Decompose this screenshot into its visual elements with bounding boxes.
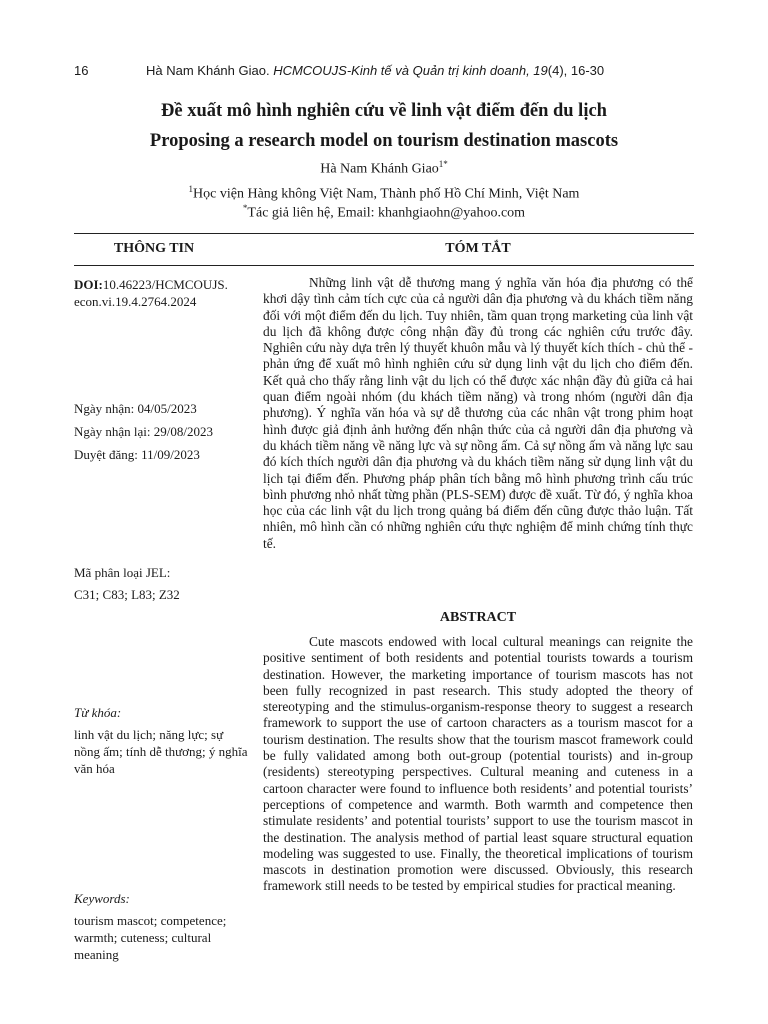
author-marker: 1*: [438, 159, 448, 169]
affiliation-text: Học viện Hàng không Việt Nam, Thành phố Hồ Chí Minh, Việt Nam: [193, 186, 580, 202]
date-revised: Ngày nhận lại: 29/08/2023: [74, 424, 214, 439]
abstract-heading: ABSTRACT: [439, 610, 517, 625]
abstract-english: Cute mascots endowed with local cultural meanings can reignite the positive sentiment of both residents and potential tourists towards a tourism destination. However, the marketing importance of tourism mascots has not been fully recognized in past research. This study adopted the theory of stereotyping and the stimulus-organism-response theory to suggest a research framework to support the use of cartoon characters as a tourism mascot for a tourism destination. The results show that the tourism mascot framework could be fully validated among both out-group (potential tourists) and in-group (residents) stereotyping perspectives. Cultural meaning and cuteness in a cartoon character were found to influence both residents’ and potential tourists’ perceptions of competence and warmth. Both warmth and competence then stimulate residents’ and potential tourists’ support to use the tourism mascot in the destination. The analysis method of partial least square structural equation modeling was suggested to use. Finally, the theoretical implications of tourism mascots in destination promotion were discussed. Obviously, this research framework still needs to be tested by empirical studies for practical meaning.: [263, 634, 693, 894]
date-received: Ngày nhận: 04/05/2023: [74, 401, 197, 416]
citation-journal: HCMCOUJS-Kinh tế và Quản trị kinh doanh, 19: [273, 63, 548, 78]
author: [0, 159, 768, 178]
page-number: 16: [74, 63, 89, 78]
keywords-vi-label: Từ khóa:: [74, 705, 122, 720]
title-vietnamese: Đề xuất mô hình nghiên cứu về linh vật điểm đến du lịch: [161, 101, 607, 121]
keywords-en: tourism mascot; competence; warmth; cuteness; cultural meaning: [74, 913, 227, 962]
keywords-vi: linh vật du lịch; năng lực; sự nồng ấm; tính dễ thương; ý nghĩa văn hóa: [74, 727, 248, 776]
doi-line-2: econ.vi.19.4.2764.2024: [74, 294, 197, 309]
abstract-column-heading: TÓM TẮT: [445, 241, 511, 256]
contact-marker: *: [242, 203, 248, 213]
citation: [146, 63, 604, 78]
affiliation: [0, 184, 768, 203]
corresponding-author: [0, 203, 768, 222]
heading-rule: [74, 265, 694, 266]
title-english: Proposing a research model on tourism destination mascots: [149, 131, 619, 151]
date-accepted: Duyệt đăng: 11/09/2023: [74, 447, 200, 462]
citation-author: Hà Nam Khánh Giao.: [146, 63, 274, 78]
doi-label: DOI:: [74, 277, 103, 292]
doi-line-1: 10.46223/HCMCOUJS.: [102, 277, 228, 292]
jel-label: Mã phân loại JEL:: [74, 565, 171, 580]
doi: [74, 276, 252, 310]
affiliation-marker: 1: [188, 184, 194, 194]
jel-codes: C31; C83; L83; Z32: [74, 587, 180, 602]
citation-issue: (4), 16-30: [547, 63, 605, 78]
abstract-vietnamese: Những linh vật dễ thương mang ý nghĩa văn hóa địa phương có thể khơi dậy tình cảm tích cực của cả người dân địa phương và du khách tiềm năng đối với một điểm đến du lịch. Tuy nhiên, tầm quan trọng marketing của linh vật du lịch đã không được công nhận đầy đủ trong các nghiên cứu trước đây. Nghiên cứu này dựa trên lý thuyết khuôn mẫu và lý thuyết kích thích - chủ thể - phản ứng để xuất mô hình nghiên cứu sử dụng linh vật du lịch cho điểm đến. Kết quả cho thấy rằng linh vật du lịch có thể được xác nhận đầy đủ giữa cả hai quan điểm ngoài nhóm (du khách tiềm năng) và trong nhóm (người dân địa phương). Ý nghĩa văn hóa và sự dễ thương của các nhân vật trong phim hoạt hình được giả định ảnh hưởng đến nhận thức của cả người dân địa phương và du khách tiềm năng về năng lực và sự nồng ấm. Cả sự nồng ấm và năng lực sau đó kích thích người dân địa phương và du khách tiềm năng sử dụng linh vật du lịch tại điểm đến. Phương pháp phân tích bằng mô hình phương trình cấu trúc bình phương nhỏ nhất từng phần (PLS-SEM) được đề xuất. Từ đó, ý nghĩa khoa học của các linh vật du lịch trong quảng bá điểm đến cũng được thảo luận. Tất nhiên, mô hình cần có những nghiên cứu thực nghiệm để minh chứng tính thực tế.: [263, 275, 693, 551]
contact-text: Tác giả liên hệ, Email: khanhgiaohn@yahoo.com: [247, 205, 526, 221]
author-name: Hà Nam Khánh Giao: [320, 161, 439, 177]
top-rule: [74, 233, 694, 234]
info-column-heading: THÔNG TIN: [113, 241, 195, 256]
keywords-en-label: Keywords:: [74, 891, 130, 906]
